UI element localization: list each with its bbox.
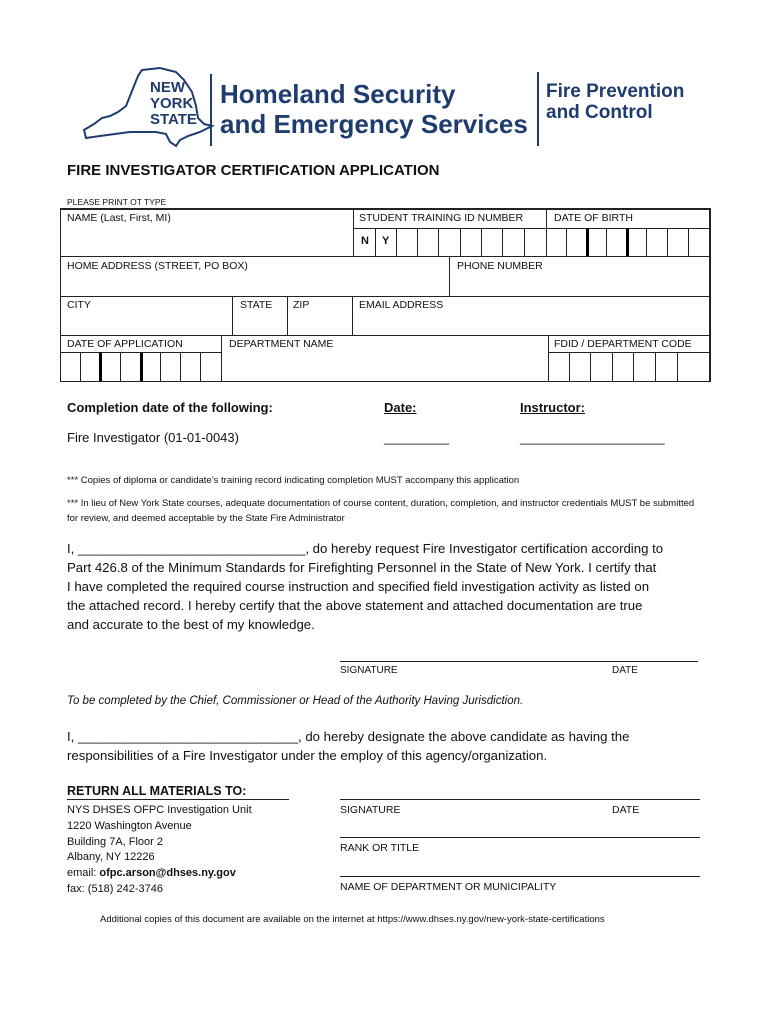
form-title: FIRE INVESTIGATOR CERTIFICATION APPLICATION [67,162,440,179]
address-line-4: Albany, NY 12226 [67,851,155,864]
designation-statement [67,727,717,765]
course-date-blank[interactable]: _________ [384,430,450,445]
fdid-box[interactable] [590,352,591,381]
student-id-prefix-n: N [361,235,369,247]
agency-name-line1: Homeland Security [220,79,456,109]
chief-signature-label: SIGNATURE [340,804,401,816]
row4-div1 [221,335,222,381]
row1-div2 [546,208,547,256]
fdid-label: FDID / DEPARTMENT CODE [554,338,692,350]
cert-line-4: the attached record. I hereby certify that the above statement and attached documentation are true [67,598,643,613]
division-name-line1: Fire Prevention [546,81,685,102]
name-label: NAME (Last, First, MI) [67,212,171,224]
division-divider [537,72,539,146]
completion-heading: Completion date of the following: [67,400,273,415]
id-box[interactable] [524,228,525,256]
row3-div1 [232,296,233,335]
email-label: EMAIL ADDRESS [359,299,444,311]
date-of-application-label: DATE OF APPLICATION [67,338,183,350]
logo-divider [210,74,212,146]
dob-label: DATE OF BIRTH [554,212,633,224]
rank-line[interactable] [340,837,700,838]
state-label: STATE [240,299,273,311]
fdid-box[interactable] [569,352,570,381]
fdid-box[interactable] [655,352,656,381]
city-label: CITY [67,299,91,311]
designation-line-2: responsibilities of a Fire Investigator under the employ of this agency/organization. [67,748,548,763]
grid-left-border [60,208,61,382]
department-name-label: DEPARTMENT NAME [229,338,334,350]
course-name: Fire Investigator (01-01-0043) [67,430,239,445]
dob-separator [626,228,629,256]
cert-line-2: Part 426.8 of the Minimum Standards for Firefighting Personnel in the State of New York. I certify that [67,560,657,575]
address-line-3: Building 7A, Floor 2 [67,835,163,848]
address-line-1: NYS DHSES OFPC Investigation Unit [67,804,252,816]
print-note: PLEASE PRINT OT TYPE [67,197,167,207]
grid-bottom-border [60,381,710,382]
applicant-signature-line[interactable] [340,661,698,662]
chief-date-label: DATE [612,804,640,816]
fdid-box[interactable] [633,352,634,381]
cert-line-3: I have completed the required course instruction and specified field investigation activity as listed on [67,579,650,594]
dob-box[interactable] [566,228,567,256]
applicant-signature-label: SIGNATURE [340,665,398,676]
grid-top-border [60,208,710,210]
row2-bottom [60,296,710,297]
zip-label: ZIP [293,299,310,311]
row1-bottom [60,256,710,257]
doa-box[interactable] [120,352,121,381]
row2-div [449,256,450,296]
division-name-line2: and Control [546,102,653,123]
address-line-2: 1220 Washington Avenue [67,819,192,832]
chief-note: To be completed by the Chief, Commissioner or Head of the Authority Having Jurisdiction. [67,695,524,707]
chief-signature-line[interactable] [340,799,700,800]
id-box[interactable] [417,228,418,256]
student-id-label: STUDENT TRAINING ID NUMBER [359,212,524,224]
dob-box[interactable] [606,228,607,256]
id-box[interactable] [502,228,503,256]
fdid-boxes-top [548,352,710,353]
applicant-date-label: DATE [612,665,638,676]
new-york-state-map-icon [80,66,215,150]
doa-box[interactable] [200,352,201,381]
fdid-box[interactable] [677,352,678,381]
id-box[interactable] [460,228,461,256]
home-address-label: HOME ADDRESS (STREET, PO BOX) [67,260,248,272]
date-heading: Date: [384,400,417,415]
row3-div3 [352,296,353,335]
row3-bottom [60,335,710,336]
dob-box[interactable] [667,228,668,256]
doa-separator [99,352,102,381]
return-email-link[interactable]: ofpc.arson@dhses.ny.gov [99,867,236,880]
course-instructor-blank[interactable]: ____________________ [520,430,665,445]
cert-line-5: and accurate to the best of my knowledge. [67,617,315,632]
doa-separator [140,352,143,381]
note-lieu: *** In lieu of New York State courses, adequate documentation of course content, duration, completion, and instructor credentials MUST be submitted for review, and deemed acceptable by the State Fire Administrator [67,498,695,524]
dob-box[interactable] [646,228,647,256]
doa-box[interactable] [160,352,161,381]
return-fax: fax: (518) 242-3746 [67,882,164,895]
row4-div2 [548,335,549,381]
department-line[interactable] [340,876,700,877]
grid-right-border [709,208,711,382]
designation-line-1: I, ______________________________, do hereby designate the above candidate as having the [67,729,630,744]
id-box[interactable] [481,228,482,256]
cert-line-1: I, _______________________________, do hereby request Fire Investigator certification according to [67,541,664,556]
department-label: NAME OF DEPARTMENT OR MUNICIPALITY [340,881,557,893]
row1-div1 [353,208,354,256]
footer-note: Additional copies of this document are available on the internet at https://www.dhses.ny.gov/new-york-state-certifications [100,914,605,925]
return-heading-rule [67,799,289,800]
phone-label: PHONE NUMBER [457,260,543,272]
return-email-line [67,866,252,882]
note-diploma: *** Copies of diploma or candidate’s training record indicating completion MUST accompany this application [67,475,520,486]
id-box[interactable] [438,228,439,256]
id-box[interactable] [375,228,376,256]
doa-box[interactable] [180,352,181,381]
dob-separator [586,228,589,256]
id-box[interactable] [396,228,397,256]
certification-statement [67,539,717,634]
email-prefix: email: [67,867,100,880]
agency-name-line2: and Emergency Services [220,109,528,139]
fdid-box[interactable] [612,352,613,381]
boxes-top [353,228,710,229]
dob-box[interactable] [688,228,689,256]
return-address [67,803,252,898]
student-id-prefix-y: Y [382,235,390,247]
doa-box[interactable] [80,352,81,381]
return-heading: RETURN ALL MATERIALS TO: [67,784,247,798]
rank-label: RANK OR TITLE [340,842,420,854]
nys-logo-line1: NEW [150,79,185,96]
nys-logo-line3: STATE [150,111,197,128]
row3-div2 [287,296,288,335]
instructor-heading: Instructor: [520,400,585,415]
nys-logo-line2: YORK [150,95,194,112]
